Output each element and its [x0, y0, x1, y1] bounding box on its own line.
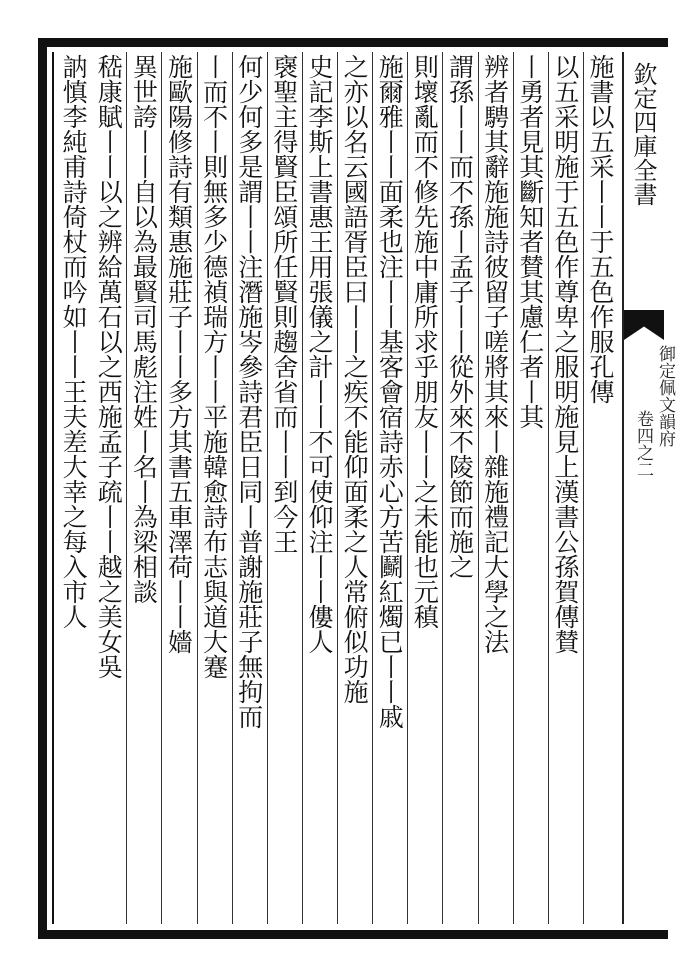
- text-column: 嵇康賦丨丨以之辨給萬石以之西施孟子疏丨丨越之美女吳: [94, 54, 124, 679]
- text-column: 何少何多是謂丨丨注潛施岑參詩君臣日同丨普謝施莊子無拘而: [234, 54, 264, 729]
- text-column: 謂孫丨丨而不孫丨孟子丨丨從外來不陵節而施之: [445, 54, 475, 579]
- text-column: 史記李斯上書惠王用張儀之計丨丨不可使仰注丨丨僂人: [305, 54, 334, 654]
- text-column: 辨者騁其辭施施詩彼留子嗟將其來丨雜施禮記大學之法: [480, 54, 510, 654]
- fishtail-mark-icon: [624, 310, 664, 340]
- frame-left-border: [38, 38, 47, 939]
- text-column: 異世誇丨丨自以為最賢司馬彪注姓丨名丨為梁相談: [129, 54, 159, 604]
- frame-top-border: [38, 38, 668, 47]
- text-column: 以五采明施于五色作尊卑之服明施見上漢書公孫賀傳賛: [550, 54, 580, 654]
- juan-number: 卷四之二: [633, 410, 653, 478]
- text-column: 丨勇者見其斷知者賛其慮仁者丨其: [515, 54, 545, 429]
- margin-rule: [622, 52, 624, 924]
- text-column: 丨而不丨則無多少德禎瑞方丨丨平施韓愈詩布志與道大蹇: [199, 54, 229, 679]
- text-column: 之亦以名云國語胥臣曰丨丨之疾不能仰面柔之人常俯似功施: [340, 54, 370, 704]
- text-column: 施歐陽修詩有類惠施莊子丨丨多方其書五車澤荷丨丨嬙: [164, 54, 194, 654]
- section-title: 御定佩文韻府: [655, 345, 675, 447]
- book-title: 欽定四庫全書: [629, 62, 657, 206]
- text-column: 施爾雅丨丨面柔也注丨丨基客會宿詩赤心方苦鬬紅燭已丨丨戚: [375, 54, 405, 729]
- text-column: 襃聖主得賢臣頌所任賢則趨舍省而丨丨到今王: [269, 54, 299, 554]
- text-column: 則壞亂而不修先施中庸所求乎朋友丨丨之未能也元稹: [410, 54, 440, 629]
- frame-bottom-border: [38, 930, 668, 939]
- text-column-overflow: 訥慎李純甫詩倚杖而吟如丨丨王夫差大幸之每入市人: [59, 54, 89, 629]
- text-column: 施書以五采丨丨于五色作服孔傳: [586, 54, 615, 404]
- inner-left-rule: [52, 52, 54, 924]
